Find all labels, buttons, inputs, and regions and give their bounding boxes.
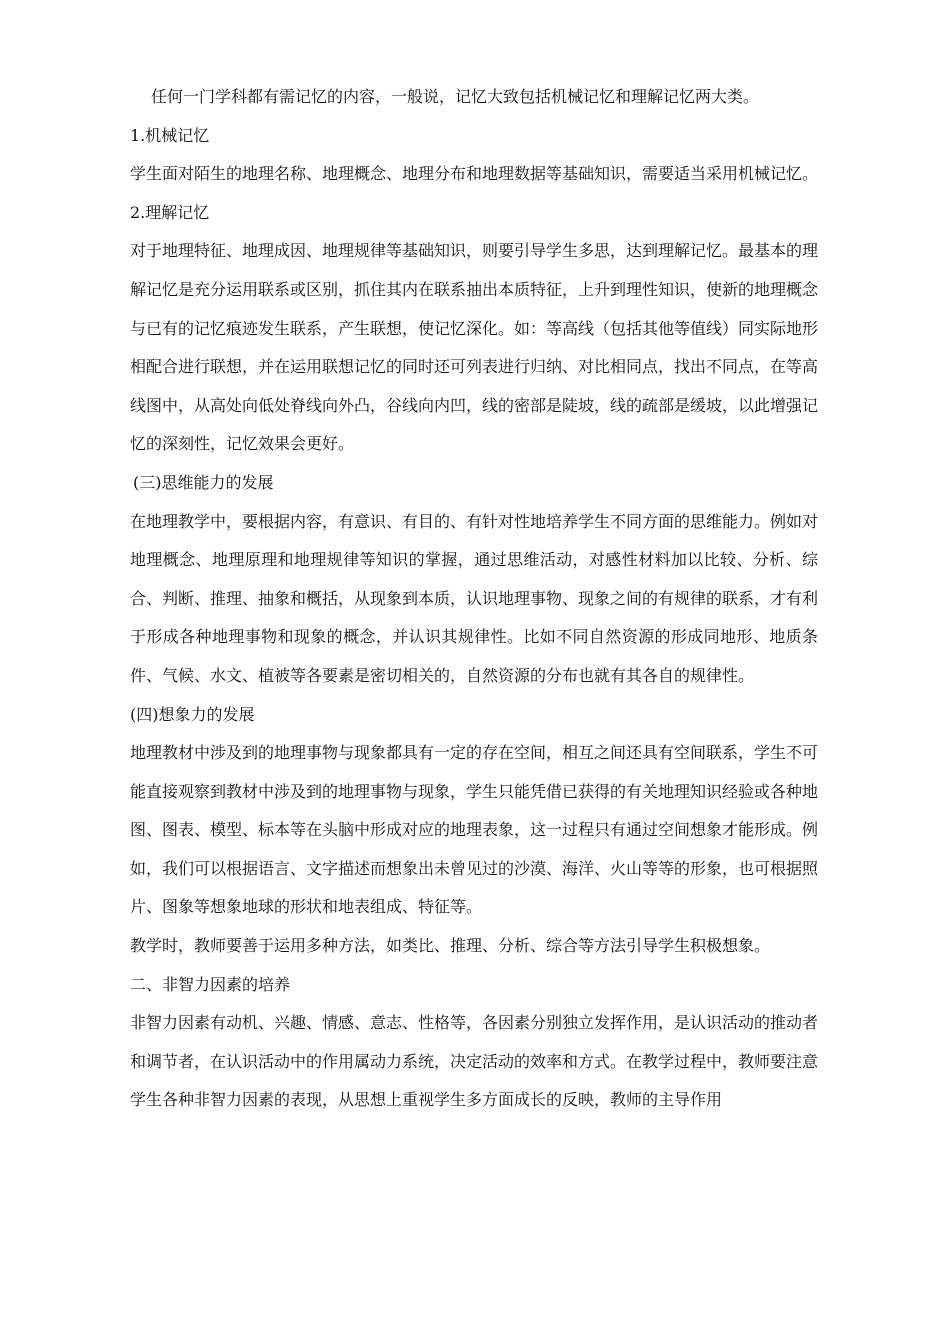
paragraph-thinking-ability: 在地理教学中，要根据内容，有意识、有目的、有针对性地培养学生不同方面的思维能力。例如对地理概念、地理原理和地理规律等知识的掌握，通过思维活动，对感性材料加以比较、分析、综合、判断、推理、抽象和概括，从现象到本质，认识地理事物、现象之间的有规律的联系，才有利于形成各种地理事物和现象的概念，并认识其规律性。比如不同自然资源的形成同地形、地质条件、气候、水文、植被等各要素是密切相关的，自然资源的分布也就有其各自的规律性。 (130, 511, 819, 685)
paragraph-non-intellectual-factors: 非智力因素有动机、兴趣、情感、意志、性格等，各因素分别独立发挥作用，是认识活动的推动者和调节者，在认识活动中的作用属动力系统，决定活动的效率和方式。在教学过程中，教师要注意学生各种非智力因素的表现，从思想上重视学生多方面成长的反映，教师的主导作用 (130, 1013, 819, 1110)
heading-rote-memory: 1.机械记忆 (130, 125, 210, 145)
intro-paragraph: 任何一门学科都有需记忆的内容，一般说，记忆大致包括机械记忆和理解记忆两大类。 (151, 87, 760, 106)
heading-imagination: (四)想象力的发展 (130, 704, 255, 724)
document-page (130, 78, 818, 1120)
paragraph-imagination: 地理教材中涉及到的地理事物与现象都具有一定的存在空间，相互之间还具有空间联系，学生不可能直接观察到教材中涉及到的地理事物与现象，学生只能凭借已获得的有关地理知识经验或各种地图、图表、模型、标本等在头脑中形成对应的地理表象，这一过程只有通过空间想象才能形成。例如，我们可以根据语言、文字描述而想象出未曾见过的沙漠、海洋、火山等等的形象，也可根据照片、图象等想象地球的形状和地表组成、特征等。 (130, 743, 819, 917)
paragraph-rote-memory: 学生面对陌生的地理名称、地理概念、地理分布和地理数据等基础知识，需要适当采用机械记忆。 (130, 164, 819, 184)
heading-thinking-ability: (三)思维能力的发展 (133, 472, 274, 492)
paragraph-teaching-methods: 教学时，教师要善于运用多种方法，如类比、推理、分析、综合等方法引导学生积极想象。 (130, 936, 771, 956)
paragraph-understanding-memory: 对于地理特征、地理成因、地理规律等基础知识，则要引导学生多思，达到理解记忆。最基本的理解记忆是充分运用联系或区别，抓住其内在联系抽出本质特征，上升到理性知识，使新的地理概念与已有的记忆痕迹发生联系，产生联想，使记忆深化。如：等高线（包括其他等值线）同实际地形相配合进行联想，并在运用联想记忆的同时还可列表进行归纳、对比相同点，找出不同点，在等高线图中，从高处向低处脊线向外凸，谷线向内凹，线的密部是陡坡，线的疏部是缓坡，以此增强记忆的深刻性，记忆效果会更好。 (130, 241, 819, 454)
heading-understanding-memory: 2.理解记忆 (130, 202, 210, 222)
heading-non-intellectual-factors: 二、非智力因素的培养 (130, 974, 291, 994)
